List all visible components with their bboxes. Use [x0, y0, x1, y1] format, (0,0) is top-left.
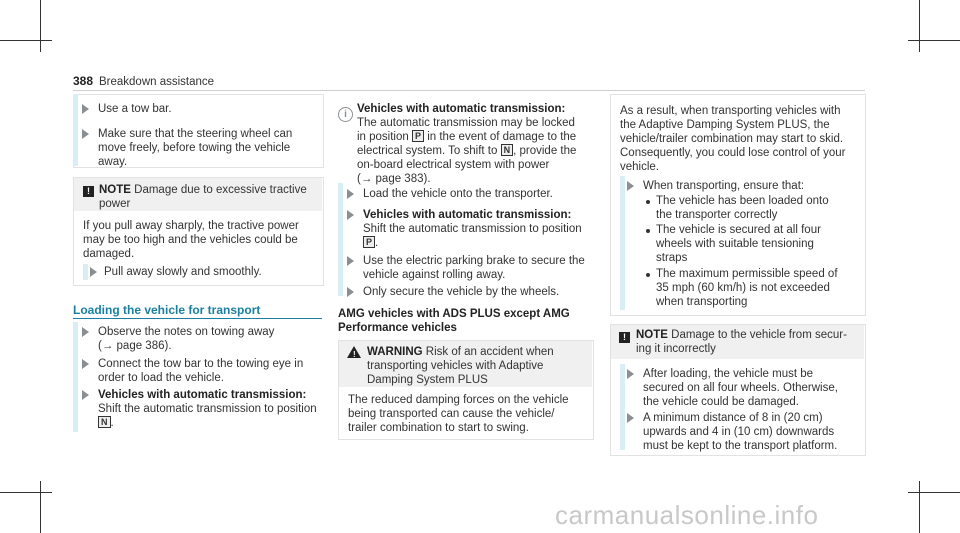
header-rule [73, 90, 865, 91]
step-bar [83, 264, 88, 280]
exclamation-icon: ! [619, 332, 630, 343]
step-wheels: Only secure the vehicle by the wheels. [363, 286, 560, 298]
step-observe-notes [98, 325, 274, 353]
text-line: vehicle against rolling away. [363, 269, 506, 281]
text-line: move freely, before towing the vehicle [98, 142, 291, 154]
text-line: The automatic transmission may be locked [357, 117, 575, 129]
step-arrow-icon [347, 287, 354, 297]
text-line: Use the electric parking brake to secure the [363, 255, 585, 267]
exclamation-icon: ! [83, 186, 94, 197]
section-title: Breakdown assistance [99, 76, 215, 88]
text-line: The vehicle has been loaded onto [656, 195, 829, 207]
text-line: As a result, when transporting vehicles with [620, 105, 841, 117]
text-line: straps [656, 252, 688, 264]
step-shift-p [363, 208, 582, 250]
step-arrow-icon [82, 359, 89, 369]
step-arrow-icon [347, 189, 354, 199]
notice-label: NOTE [99, 184, 131, 196]
text-line: Connect the tow bar to the towing eye in [98, 358, 304, 370]
heading-line: Performance vehicles [338, 322, 457, 334]
step-pull-away: Pull away slowly and smoothly. [104, 266, 262, 278]
bullet-icon [646, 200, 650, 204]
step-title: Vehicles with automatic transmission: [98, 389, 307, 401]
bullet-icon [646, 229, 650, 233]
text-line: Make sure that the steering wheel can [98, 128, 293, 140]
gear-p-icon: P [363, 236, 375, 248]
heading-line: AMG vehicles with ADS PLUS except AMG [338, 308, 570, 320]
step-minimum-distance [643, 411, 837, 453]
notice-label: NOTE [636, 329, 668, 341]
text-line: After loading, the vehicle must be [643, 368, 814, 380]
page-number: 388 [73, 74, 94, 88]
step-tow-bar: Use a tow bar. [98, 103, 172, 115]
step-arrow-icon [90, 267, 97, 277]
text-line: when transporting [656, 296, 748, 308]
page-link[interactable]: (→ page 383). [357, 173, 431, 185]
crop-mark [908, 492, 960, 493]
step-arrow-icon [82, 390, 89, 400]
text-line: trailer combination to start to swing. [348, 422, 529, 434]
amg-heading [338, 307, 570, 335]
crop-mark [919, 0, 920, 52]
notice-title-line: ing it incorrectly [636, 343, 716, 355]
step-arrow-icon [82, 327, 89, 337]
text-line: vehicle. [620, 161, 659, 173]
crop-mark [919, 481, 920, 533]
step-bar [620, 364, 625, 450]
text-line: away. [98, 156, 128, 168]
warning-body [348, 393, 569, 435]
warning-title-line: transporting vehicles with Adaptive [367, 360, 544, 372]
text-line: in the event of damage to the [427, 131, 577, 143]
crop-mark [40, 481, 41, 533]
gear-n-icon: N [501, 144, 514, 156]
warning-continued [620, 104, 845, 174]
step-after-loading [643, 367, 838, 409]
text-line: The maximum permissible speed of [656, 268, 838, 280]
text-line: may be too high and the vehicles could be [83, 234, 298, 246]
step-arrow-icon [347, 210, 354, 220]
list-item [656, 223, 821, 265]
text-line: in position [357, 131, 409, 143]
bullet-icon [646, 273, 650, 277]
text-line: If you pull away sharply, the tractive power [83, 220, 299, 232]
notice-title [99, 183, 319, 211]
text-line: the transporter correctly [656, 209, 778, 221]
step-arrow-icon [82, 129, 89, 139]
notice-title-line: Damage due to excessive tractive [134, 184, 307, 196]
crop-mark [0, 40, 52, 41]
info-title: Vehicles with automatic transmission: [357, 103, 566, 115]
step-connect-tow-bar [98, 357, 303, 385]
text-line: vehicle/trailer combination may start to skid. [620, 133, 844, 145]
text-line: A minimum distance of 8 in (20 cm) [643, 412, 823, 424]
list-item [656, 267, 838, 309]
warning-title-line: Risk of an accident when [425, 346, 554, 358]
notice-title-line: power [99, 198, 131, 210]
info-block [357, 102, 576, 186]
step-ensure: When transporting, ensure that: [643, 180, 805, 192]
list-item [656, 194, 829, 222]
step-arrow-icon [627, 181, 634, 191]
watermark: carmanualsonline.info [555, 500, 819, 530]
step-parking-brake [363, 254, 585, 282]
step-bar [338, 183, 343, 296]
text-line: Shift the automatic transmission to position [98, 403, 317, 415]
notice-title [636, 328, 861, 356]
page-link[interactable]: (→ page 386). [98, 340, 172, 352]
text-line: secured on all four wheels. Otherwise, [643, 382, 838, 394]
crop-mark [40, 0, 41, 52]
crop-mark [0, 492, 52, 493]
text-line: on-board electrical system with power [357, 159, 550, 171]
text-line: Shift the automatic transmission to position [363, 223, 582, 235]
section-heading: Loading the vehicle for transport [73, 303, 261, 317]
step-arrow-icon [82, 104, 89, 114]
info-icon: i [338, 107, 353, 122]
text-line: order to load the vehicle. [98, 372, 224, 384]
step-steering [98, 127, 292, 169]
notice-title-line: Damage to the vehicle from secur- [671, 329, 847, 341]
text-line: electrical system. To shift to [357, 145, 498, 157]
step-arrow-icon [347, 256, 354, 266]
text-line: damaged. [83, 248, 135, 260]
text-line: Observe the notes on towing away [98, 326, 275, 338]
crop-mark [908, 40, 960, 41]
step-arrow-icon [627, 413, 634, 423]
warning-title [367, 345, 587, 387]
step-bar [73, 322, 78, 432]
heading-rule [73, 318, 322, 319]
step-load: Load the vehicle onto the transporter. [363, 188, 553, 200]
text-line: the Adaptive Damping System PLUS, the [620, 119, 830, 131]
warning-label: WARNING [367, 346, 423, 358]
text-line: The vehicle is secured at all four [656, 224, 821, 236]
step-bar [620, 176, 625, 310]
text-line: wheels with suitable tensioning [656, 238, 814, 250]
text-tail: . [375, 237, 379, 249]
step-bar [73, 94, 78, 166]
step-title: Vehicles with automatic transmission: [363, 209, 572, 221]
warning-title-line: Damping System PLUS [367, 374, 488, 386]
text-line: must be kept to the transport platform. [643, 440, 838, 452]
text-line: the vehicle could be damaged. [643, 396, 799, 408]
text-line: 35 mph (60 km/h) is not exceeded [656, 282, 830, 294]
gear-p-icon: P [412, 130, 424, 142]
text-line: The reduced damping forces on the vehicle [348, 394, 569, 406]
text-line: Consequently, you could lose control of your [620, 147, 846, 159]
text-line: upwards and 4 in (10 cm) downwards [643, 426, 835, 438]
step-shift-n [98, 388, 317, 430]
gear-n-icon: N [98, 416, 111, 428]
step-arrow-icon [627, 369, 634, 379]
text-tail: . [110, 417, 114, 429]
notice-body [83, 219, 299, 261]
text-line: being transported can cause the vehicle/ [348, 408, 555, 420]
warning-mark: ! [353, 350, 356, 359]
text-line: , provide the [513, 145, 577, 157]
